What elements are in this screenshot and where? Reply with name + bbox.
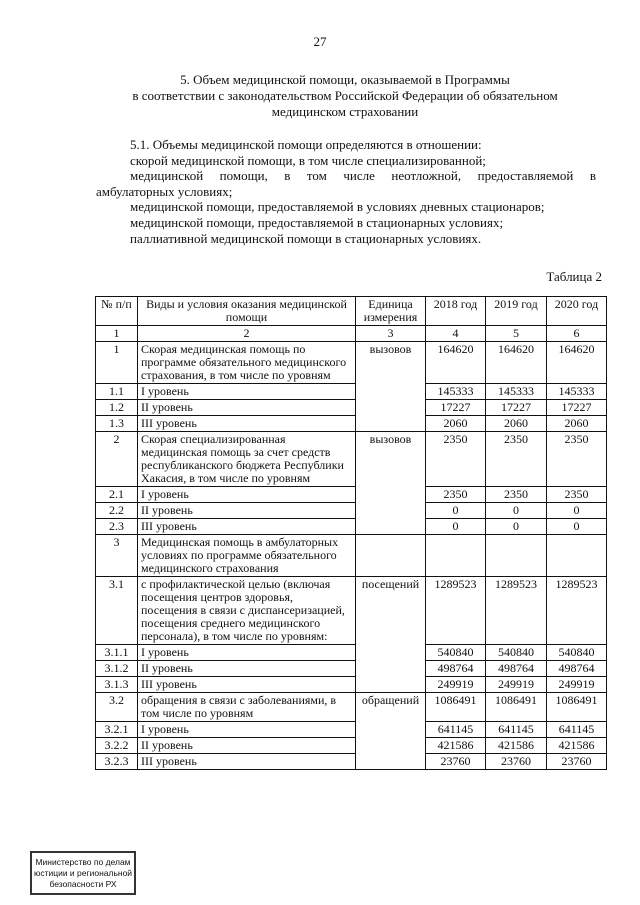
row-value-2018: 164620 — [426, 342, 486, 384]
column-number: 6 — [547, 326, 607, 342]
row-value-2020: 0 — [547, 503, 607, 519]
row-value-2018: 2060 — [426, 416, 486, 432]
row-value-2018: 641145 — [426, 722, 486, 738]
table-row — [96, 738, 607, 754]
row-value-2019: 2060 — [486, 416, 547, 432]
row-value-2020-empty — [547, 535, 607, 577]
col-header-number: № п/п — [96, 297, 138, 326]
row-value-2019: 2350 — [486, 432, 547, 487]
row-name: с профилактической целью (включая посещения центров здоровья, посещения в связи с диспансеризацией, посещения среднего медицинского персонала), в том числе по уровням: — [138, 577, 356, 645]
table-row — [96, 722, 607, 738]
row-value-2020: 2350 — [547, 487, 607, 503]
table-header-row — [96, 297, 607, 326]
row-value-2019: 0 — [486, 519, 547, 535]
intro-item: медицинской помощи, предоставляемой в условиях дневных стационаров; — [130, 199, 545, 215]
column-number: 1 — [96, 326, 138, 342]
row-value-2018: 2350 — [426, 487, 486, 503]
col-header-type: Виды и условия оказания медицинской помощи — [138, 297, 356, 326]
row-number: 3.2.1 — [96, 722, 138, 738]
col-header-2018: 2018 год — [426, 297, 486, 326]
row-value-2020: 498764 — [547, 661, 607, 677]
row-value-2018: 1289523 — [426, 577, 486, 645]
intro-item: скорой медицинской помощи, в том числе специализированной; — [130, 152, 486, 168]
heading-line: 5. Объем медицинской помощи, оказываемой в Программы — [180, 72, 510, 87]
table-row — [96, 677, 607, 693]
table-row — [96, 645, 607, 661]
row-value-2018-empty — [426, 535, 486, 577]
heading-line: медицинском страховании — [271, 104, 419, 119]
row-value-2020: 1289523 — [547, 577, 607, 645]
row-number: 3.2.3 — [96, 754, 138, 770]
row-value-2020: 249919 — [547, 677, 607, 693]
column-number: 5 — [486, 326, 547, 342]
row-name: I уровень — [138, 645, 356, 661]
row-value-2018: 0 — [426, 503, 486, 519]
column-number: 3 — [356, 326, 426, 342]
row-number: 2.2 — [96, 503, 138, 519]
row-number: 3.2.2 — [96, 738, 138, 754]
row-value-2019: 641145 — [486, 722, 547, 738]
row-value-2019: 498764 — [486, 661, 547, 677]
stamp-line: безопасности РХ — [49, 879, 117, 889]
table-row — [96, 342, 607, 384]
row-value-2020: 1086491 — [547, 693, 607, 722]
row-unit: обращений — [356, 693, 426, 770]
table-row — [96, 503, 607, 519]
row-value-2019: 1086491 — [486, 693, 547, 722]
table-row — [96, 535, 607, 577]
row-unit: посещений — [356, 577, 426, 693]
row-number: 2.3 — [96, 519, 138, 535]
row-number: 1.1 — [96, 384, 138, 400]
row-value-2019: 164620 — [486, 342, 547, 384]
row-value-2018: 2350 — [426, 432, 486, 487]
row-value-2019: 23760 — [486, 754, 547, 770]
row-name: III уровень — [138, 677, 356, 693]
row-number: 1.3 — [96, 416, 138, 432]
row-value-2019: 0 — [486, 503, 547, 519]
table-row — [96, 661, 607, 677]
row-number: 2 — [96, 432, 138, 487]
row-number: 3.1 — [96, 577, 138, 645]
row-value-2020: 23760 — [547, 754, 607, 770]
row-name: III уровень — [138, 754, 356, 770]
table-row — [96, 487, 607, 503]
medical-volume-table — [95, 296, 607, 770]
row-value-2020: 2350 — [547, 432, 607, 487]
row-number: 3.2 — [96, 693, 138, 722]
row-value-2020: 164620 — [547, 342, 607, 384]
row-name: Скорая медицинская помощь по программе обязательного медицинского страхования, в том числе по уровням — [138, 342, 356, 384]
row-name: обращения в связи с заболеваниями, в том числе по уровням — [138, 693, 356, 722]
row-value-2020: 2060 — [547, 416, 607, 432]
row-value-2018: 540840 — [426, 645, 486, 661]
row-value-2020: 641145 — [547, 722, 607, 738]
table-row — [96, 400, 607, 416]
table-row — [96, 384, 607, 400]
row-name: II уровень — [138, 400, 356, 416]
table-caption: Таблица 2 — [546, 269, 602, 284]
table-row — [96, 432, 607, 487]
intro-text — [96, 137, 596, 246]
row-value-2020: 0 — [547, 519, 607, 535]
row-value-2019: 421586 — [486, 738, 547, 754]
row-name: III уровень — [138, 416, 356, 432]
row-name: I уровень — [138, 487, 356, 503]
page-number: 27 — [313, 34, 327, 49]
section-heading — [110, 72, 580, 120]
row-value-2018: 249919 — [426, 677, 486, 693]
row-name: Скорая специализированная медицинская помощь за счет средств республиканского бюджета Республики Хакасия, в том числе по уровням — [138, 432, 356, 487]
column-number: 4 — [426, 326, 486, 342]
row-value-2018: 23760 — [426, 754, 486, 770]
row-name: I уровень — [138, 384, 356, 400]
table-row — [96, 577, 607, 645]
row-number: 2.1 — [96, 487, 138, 503]
table-row — [96, 416, 607, 432]
stamp-line: Министерство по делам — [35, 857, 131, 867]
row-name: I уровень — [138, 722, 356, 738]
row-value-2019: 17227 — [486, 400, 547, 416]
intro-item: паллиативной медицинской помощи в стационарных условиях. — [130, 230, 482, 246]
row-value-2019: 2350 — [486, 487, 547, 503]
row-value-2020: 17227 — [547, 400, 607, 416]
column-number-row — [96, 326, 607, 342]
row-value-2018: 17227 — [426, 400, 486, 416]
row-unit-empty — [356, 535, 426, 577]
row-value-2018: 0 — [426, 519, 486, 535]
row-value-2019: 145333 — [486, 384, 547, 400]
row-value-2018: 145333 — [426, 384, 486, 400]
row-value-2019: 1289523 — [486, 577, 547, 645]
row-value-2019: 540840 — [486, 645, 547, 661]
row-number: 1 — [96, 342, 138, 384]
table-row — [96, 754, 607, 770]
row-value-2020: 145333 — [547, 384, 607, 400]
table-row — [96, 693, 607, 722]
ministry-stamp — [30, 851, 136, 895]
row-value-2018: 498764 — [426, 661, 486, 677]
col-header-unit: Единица измерения — [356, 297, 426, 326]
row-name: III уровень — [138, 519, 356, 535]
table-row — [96, 519, 607, 535]
row-value-2019-empty — [486, 535, 547, 577]
row-value-2020: 421586 — [547, 738, 607, 754]
row-name: II уровень — [138, 503, 356, 519]
row-unit: вызовов — [356, 432, 426, 535]
row-value-2018: 1086491 — [426, 693, 486, 722]
row-number: 3.1.1 — [96, 645, 138, 661]
row-name: II уровень — [138, 661, 356, 677]
col-header-2020: 2020 год — [547, 297, 607, 326]
column-number: 2 — [138, 326, 356, 342]
row-name: II уровень — [138, 738, 356, 754]
row-number: 1.2 — [96, 400, 138, 416]
row-number: 3.1.2 — [96, 661, 138, 677]
heading-line: в соответствии с законодательством Российской Федерации об обязательном — [132, 88, 558, 103]
row-value-2019: 249919 — [486, 677, 547, 693]
intro-lead: 5.1. Объемы медицинской помощи определяются в отношении: — [130, 137, 482, 152]
row-value-2018: 421586 — [426, 738, 486, 754]
row-number: 3 — [96, 535, 138, 577]
intro-item: медицинской помощи, в том числе неотложной, предоставляемой в — [130, 168, 596, 184]
row-number: 3.1.3 — [96, 677, 138, 693]
col-header-2019: 2019 год — [486, 297, 547, 326]
row-name: Медицинская помощь в амбулаторных условиях по программе обязательного медицинского страхования — [138, 535, 356, 577]
row-value-2020: 540840 — [547, 645, 607, 661]
intro-item: медицинской помощи, предоставляемой в стационарных условиях; — [130, 214, 504, 230]
intro-item-continuation: амбулаторных условиях; — [96, 183, 233, 199]
stamp-line: юстиции и региональной — [33, 868, 133, 878]
row-unit: вызовов — [356, 342, 426, 432]
